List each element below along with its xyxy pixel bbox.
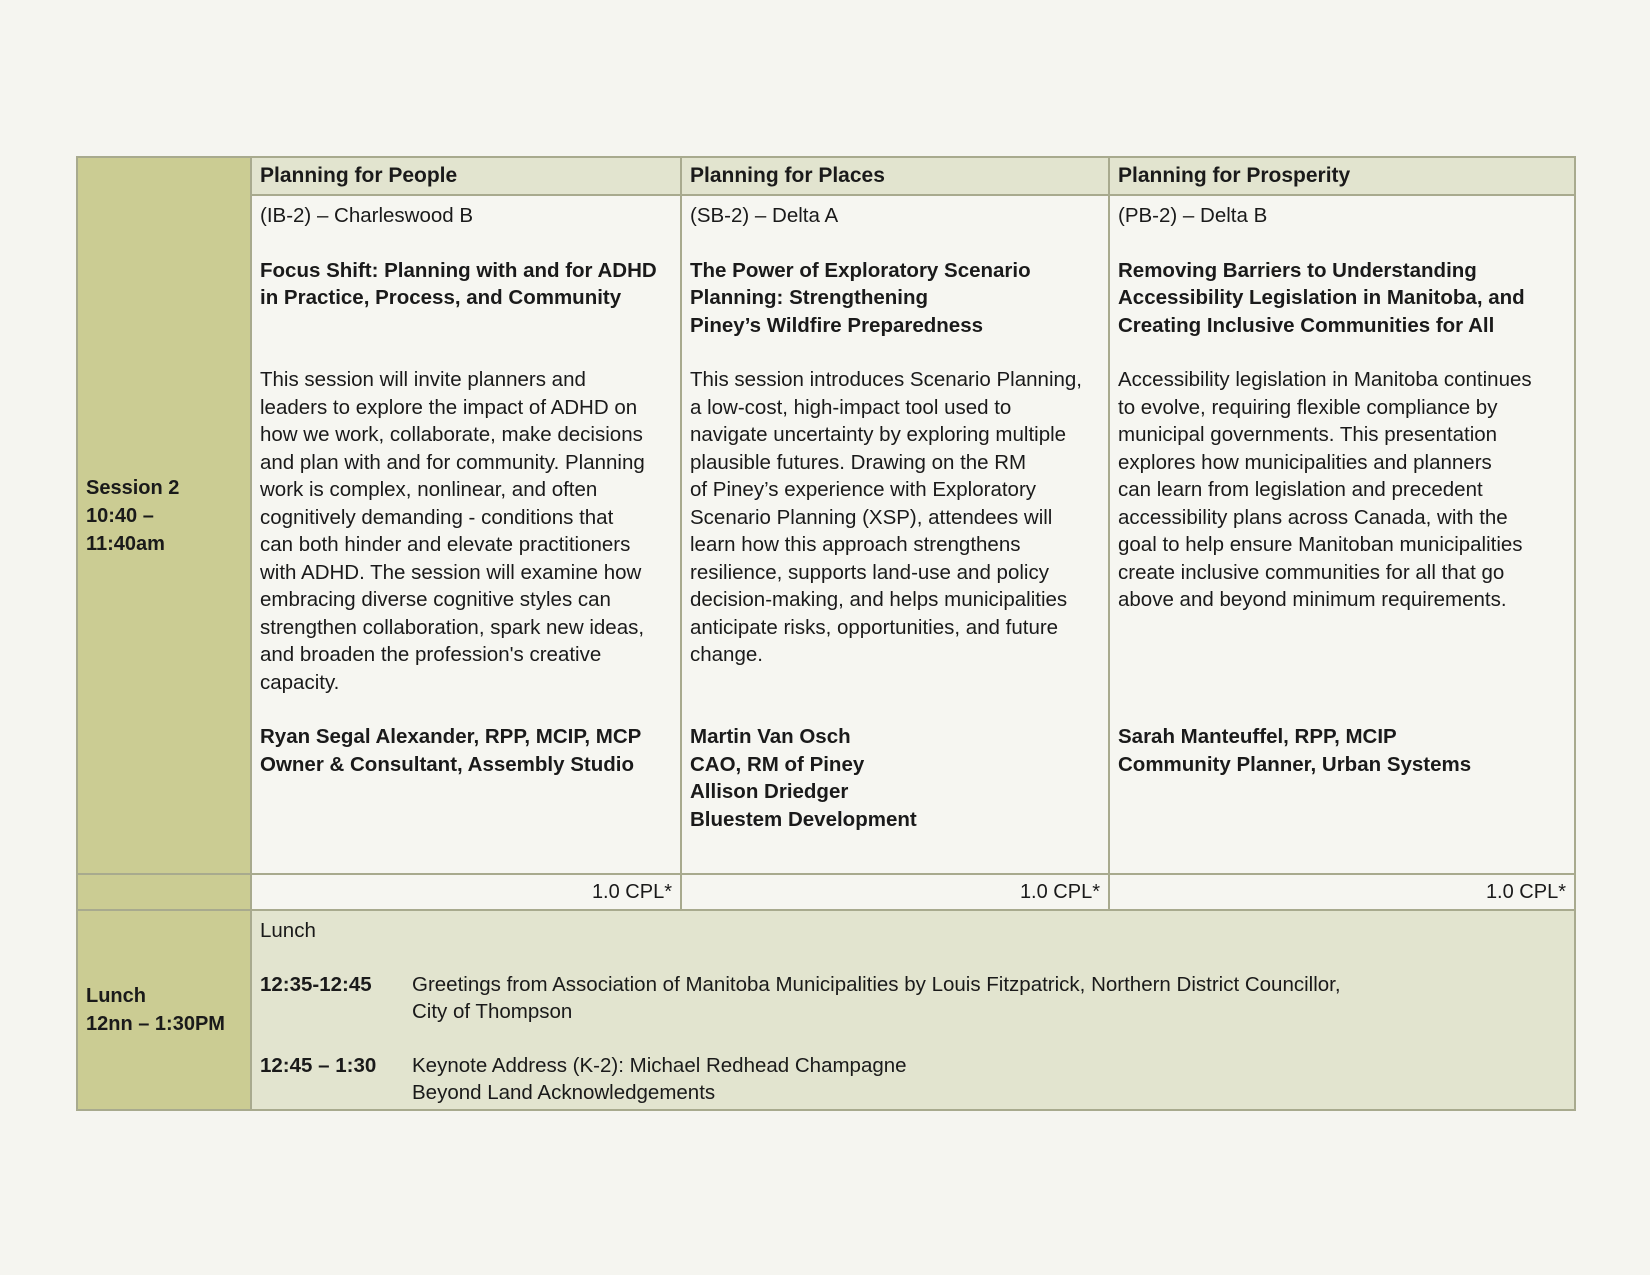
speaker-line: Allison Driedger xyxy=(690,780,849,803)
session-label-time-end: 11:40am xyxy=(86,532,165,555)
agenda-line: City of Thompson xyxy=(412,1000,573,1023)
speaker-line: Owner & Consultant, Assembly Studio xyxy=(260,752,634,776)
cpl-credit-places: 1.0 CPL* xyxy=(681,874,1109,910)
stream-header-prosperity: Planning for Prosperity xyxy=(1109,157,1575,195)
session-room: (SB-2) – Delta A xyxy=(690,204,839,227)
lunch-label xyxy=(77,910,251,1110)
description-line: how we work, collaborate, make decisions xyxy=(260,423,643,446)
agenda-time: 12:45 – 1:30 xyxy=(260,1053,377,1077)
description-line: resilience, supports land-use and policy xyxy=(690,560,1049,584)
title-line: Focus Shift: Planning with and for ADHD xyxy=(260,258,657,282)
description-line: create inclusive communities for all that go xyxy=(1118,560,1505,584)
session-label-name: Session 2 xyxy=(86,476,180,499)
lunch-details xyxy=(251,910,1575,1110)
description-line: explores how municipalities and planners xyxy=(1118,450,1492,474)
session-speakers xyxy=(260,723,672,778)
session-description xyxy=(1118,366,1566,696)
description-line: with ADHD. The session will examine how xyxy=(260,560,642,584)
description-line: to evolve, requiring flexible compliance by xyxy=(1118,395,1498,419)
cpl-credit-people: 1.0 CPL* xyxy=(251,874,681,910)
agenda-text xyxy=(412,1052,1566,1107)
agenda-text xyxy=(412,971,1566,1026)
agenda-time: 12:35-12:45 xyxy=(260,972,372,996)
session-body-row xyxy=(77,195,1575,874)
session-cell-places xyxy=(681,195,1109,874)
session-label-time-start: 10:40 – xyxy=(86,504,154,527)
description-line: work is complex, nonlinear, and often xyxy=(260,478,598,501)
cpl-row xyxy=(77,874,1575,910)
description-line: of Piney’s experience with Exploratory xyxy=(690,478,1037,501)
cpl-credit-prosperity: 1.0 CPL* xyxy=(1109,874,1575,910)
agenda-line: Beyond Land Acknowledgements xyxy=(412,1081,716,1104)
lunch-row xyxy=(77,910,1575,1110)
description-line: Accessibility legislation in Manitoba continues xyxy=(1118,368,1532,391)
title-line: Piney’s Wildfire Preparedness xyxy=(690,313,984,337)
description-line: leaders to explore the impact of ADHD on xyxy=(260,395,638,419)
description-line: learn how this approach strengthens xyxy=(690,533,1021,556)
session-label xyxy=(77,157,251,874)
description-line: decision-making, and helps municipalities xyxy=(690,588,1068,611)
description-line: cognitively demanding - conditions that xyxy=(260,505,614,529)
description-line: strengthen collaboration, spark new ideas, xyxy=(260,615,645,639)
description-line: municipal governments. This presentation xyxy=(1118,423,1498,446)
agenda-line: Greetings from Association of Manitoba Municipalities by Louis Fitzpatrick, Northern District Councillor, xyxy=(412,972,1341,996)
description-line: embracing diverse cognitive styles can xyxy=(260,588,611,611)
description-line: This session introduces Scenario Planning, xyxy=(690,368,1082,391)
lunch-title: Lunch xyxy=(260,919,316,942)
session-speakers xyxy=(1118,723,1566,778)
description-line: This session will invite planners and xyxy=(260,368,586,391)
session-cell-prosperity xyxy=(1109,195,1575,874)
title-line: The Power of Exploratory Scenario xyxy=(690,258,1031,282)
description-line: navigate uncertainty by exploring multiple xyxy=(690,423,1067,446)
title-line: Removing Barriers to Understanding xyxy=(1118,258,1477,282)
title-line: in Practice, Process, and Community xyxy=(260,286,622,309)
cpl-label-blank xyxy=(77,874,251,910)
lunch-label-time: 12nn – 1:30PM xyxy=(86,1013,225,1035)
speaker-line: Ryan Segal Alexander, RPP, MCIP, MCP xyxy=(260,725,642,748)
description-line: accessibility plans across Canada, with the xyxy=(1118,505,1508,529)
session-room: (IB-2) – Charleswood B xyxy=(260,204,474,227)
session-cell-people xyxy=(251,195,681,874)
lunch-agenda-item xyxy=(260,1052,1566,1107)
session-speakers xyxy=(690,723,1100,833)
description-line: and plan with and for community. Planning xyxy=(260,450,645,474)
session-description xyxy=(260,366,672,696)
speaker-line: Sarah Manteuffel, RPP, MCIP xyxy=(1118,725,1397,748)
session-title xyxy=(690,257,1100,340)
description-line: Scenario Planning (XSP), attendees will xyxy=(690,505,1053,529)
description-line: capacity. xyxy=(260,670,340,694)
description-line: change. xyxy=(690,643,763,666)
description-line: and broaden the profession's creative xyxy=(260,643,602,666)
session-description xyxy=(690,366,1100,696)
session-title xyxy=(260,257,672,340)
title-line: Planning: Strengthening xyxy=(690,286,929,309)
description-line: can learn from legislation and precedent xyxy=(1118,478,1483,501)
stream-header-people: Planning for People xyxy=(251,157,681,195)
speaker-line: CAO, RM of Piney xyxy=(690,752,865,776)
description-line: above and beyond minimum requirements. xyxy=(1118,588,1507,611)
speaker-line: Bluestem Development xyxy=(690,807,917,831)
lunch-agenda-item xyxy=(260,971,1566,1026)
title-line: Creating Inclusive Communities for All xyxy=(1118,313,1495,337)
stream-header-places: Planning for Places xyxy=(681,157,1109,195)
agenda-line: Keynote Address (K-2): Michael Redhead Champagne xyxy=(412,1053,907,1077)
speaker-line: Community Planner, Urban Systems xyxy=(1118,752,1472,776)
stream-header-row xyxy=(77,157,1575,195)
schedule-table xyxy=(76,156,1576,1111)
speaker-line: Martin Van Osch xyxy=(690,725,851,748)
title-line: Accessibility Legislation in Manitoba, and xyxy=(1118,286,1525,309)
description-line: a low-cost, high-impact tool used to xyxy=(690,395,1012,419)
lunch-label-name: Lunch xyxy=(86,985,146,1007)
description-line: goal to help ensure Manitoban municipalities xyxy=(1118,533,1523,556)
session-title xyxy=(1118,257,1566,340)
session-room: (PB-2) – Delta B xyxy=(1118,204,1268,227)
description-line: plausible futures. Drawing on the RM xyxy=(690,450,1027,474)
description-line: can both hinder and elevate practitioners xyxy=(260,533,631,556)
description-line: anticipate risks, opportunities, and future xyxy=(690,615,1059,639)
